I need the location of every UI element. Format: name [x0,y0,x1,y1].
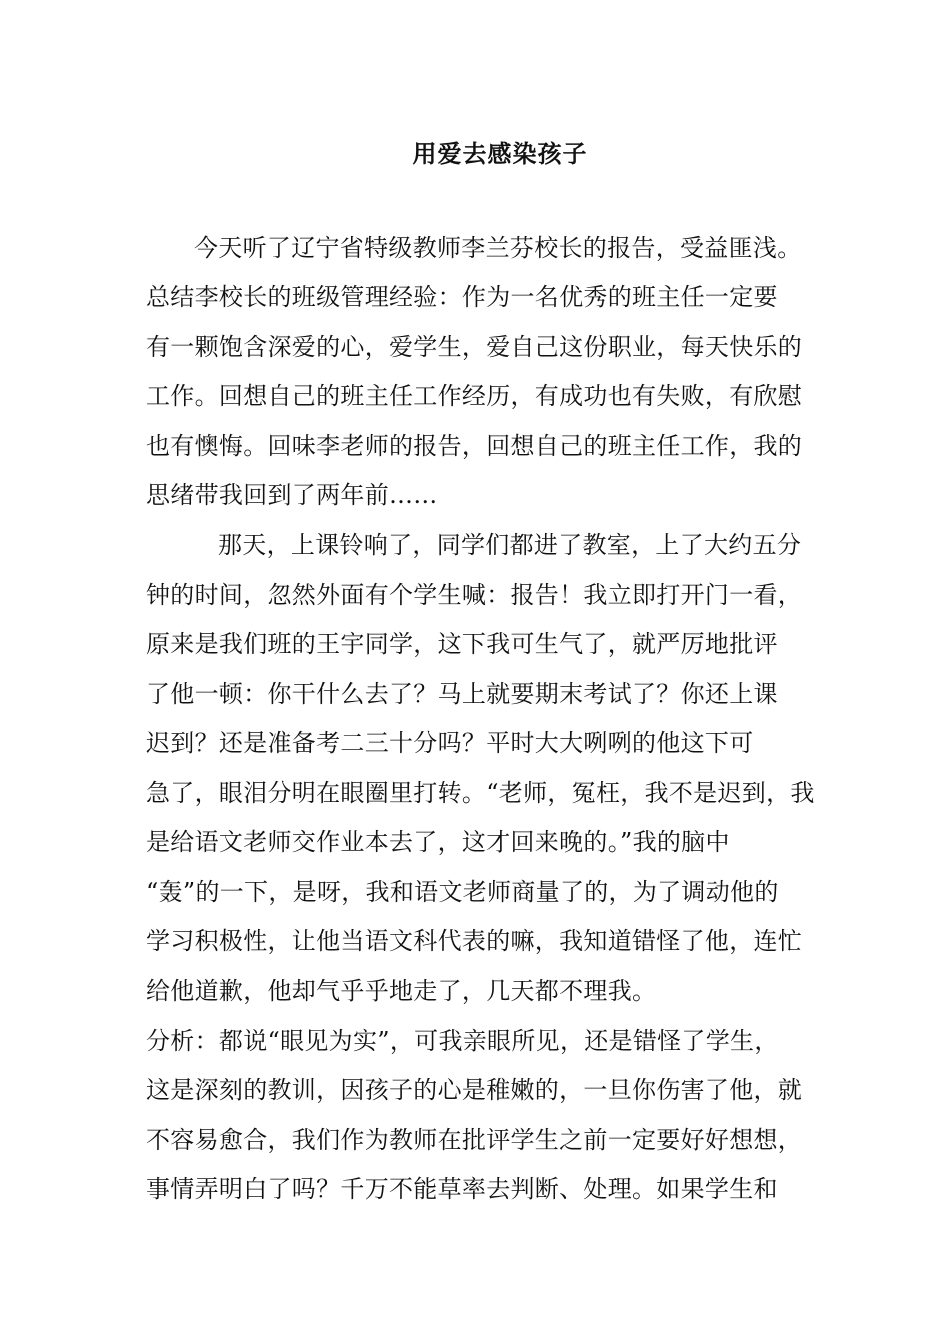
text-line: 是给语文老师交作业本去了，这才回来晚的。”我的脑中 [146,828,730,856]
text-line: 思绪带我回到了两年前…… [146,481,438,509]
text-line: 总结李校长的班级管理经验：作为一名优秀的班主任一定要 [146,283,778,311]
text-line: 有一颗饱含深爱的心，爱学生，爱自己这份职业，每天快乐的 [146,333,803,361]
text-line: 这是深刻的教训，因孩子的心是稚嫩的，一旦你伤害了他，就 [146,1076,803,1104]
text-line: 钟的时间，忽然外面有个学生喊：报告！我立即打开门一看， [146,581,803,609]
text-line: 不容易愈合，我们作为教师在批评学生之前一定要好好想想， [146,1126,803,1154]
text-line: 今天听了辽宁省特级教师李兰芬校长的报告，受益匪浅。 [194,234,802,262]
text-line: 事情弄明白了吗？千万不能草率去判断、处理。如果学生和 [146,1175,778,1203]
text-line: 学习积极性，让他当语文科代表的嘛，我知道错怪了他，连忙 [146,927,803,955]
text-line: 给他道歉，他却气乎乎地走了，几天都不理我。 [146,977,657,1005]
text-line: “轰”的一下，是呀，我和语文老师商量了的，为了调动他的 [146,878,779,906]
text-line: 了他一顿：你干什么去了？马上就要期末考试了？你还上课 [146,680,778,708]
document-title: 用爱去感染孩子 [412,140,588,168]
text-line: 工作。回想自己的班主任工作经历，有成功也有失败，有欣慰 [146,382,803,410]
text-line: 迟到？还是准备考二三十分吗？平时大大咧咧的他这下可 [146,729,754,757]
text-line: 那天，上课铃响了，同学们都进了教室，上了大约五分 [218,531,802,559]
text-line: 也有懊悔。回味李老师的报告，回想自己的班主任工作，我的 [146,432,803,460]
text-line: 原来是我们班的王宇同学，这下我可生气了，就严厉地批评 [146,630,778,658]
text-line: 分析：都说“眼见为实”，可我亲眼所见，还是错怪了学生， [146,1027,779,1055]
text-line: 急了，眼泪分明在眼圈里打转。“老师，冤枉，我不是迟到，我 [146,779,815,807]
